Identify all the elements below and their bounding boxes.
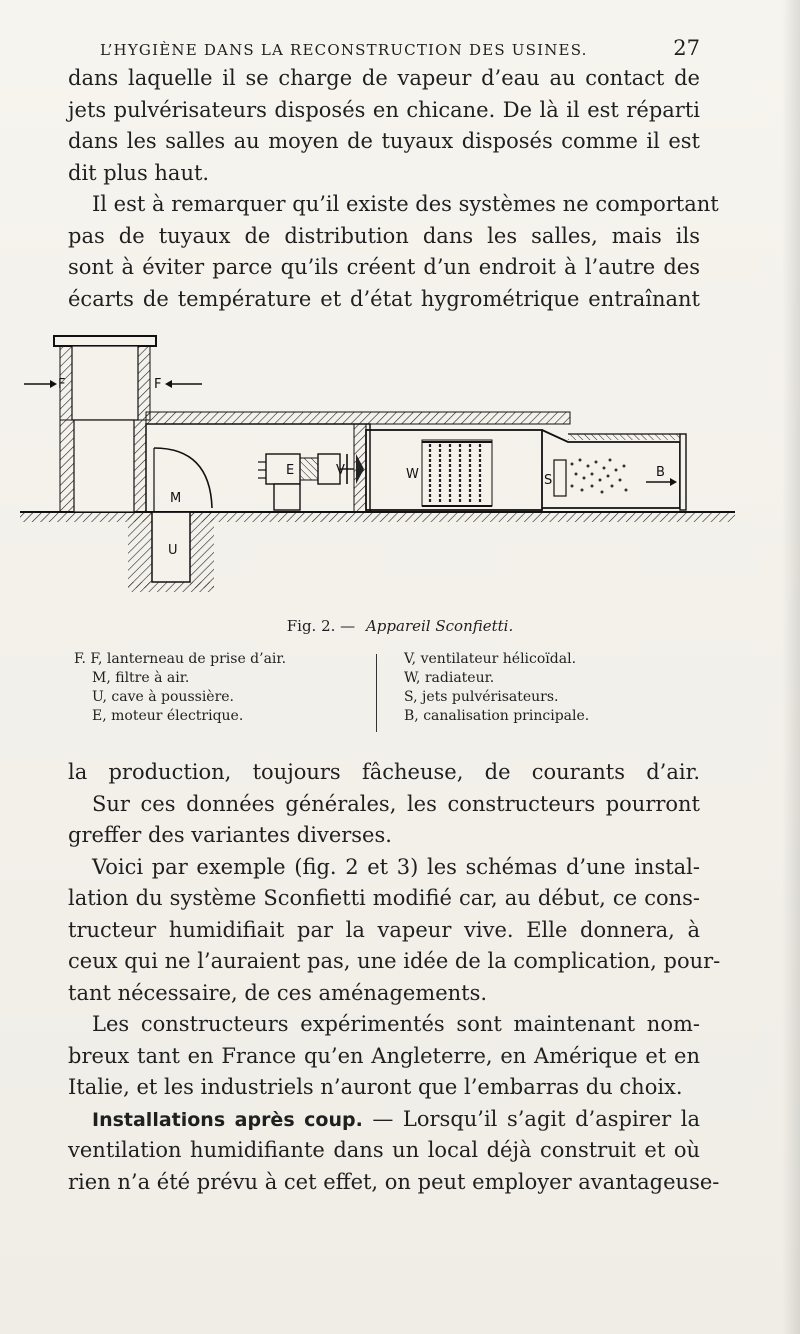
text-line: dans laquelle il se charge de vapeur d’eau au contact de: [68, 66, 700, 90]
text-line: Italie, et les industriels n’auront que l’embarras du choix.: [68, 1075, 683, 1099]
radiator: [422, 440, 492, 506]
text-line: tructeur humidifiait par la vapeur vive. Elle donnera, à: [68, 917, 700, 942]
text-line: breux tant en France qu’en Angleterre, en Amérique et en: [68, 1043, 700, 1068]
main-duct-housing: [146, 412, 686, 512]
legend-item: F. F, lanterneau de prise d’air.: [74, 651, 287, 667]
text-line: Il est à remarquer qu’il existe des systèmes ne comportant: [92, 192, 719, 216]
text-block-top: [68, 63, 719, 315]
label-w: W: [406, 467, 419, 482]
spray-jets: [554, 459, 628, 497]
legend-right-column: [404, 650, 704, 726]
section-heading-line: [68, 1104, 700, 1136]
text-line: Sur ces données générales, les constructeurs pourront: [92, 791, 700, 816]
legend-item: U, cave à poussière.: [92, 689, 235, 705]
legend-item: B, canalisation principale.: [404, 708, 590, 724]
sconfietti-apparatus-diagram: [20, 330, 740, 610]
figure-title: Appareil Sconfietti.: [365, 617, 514, 635]
label-b: B: [656, 465, 665, 480]
text-line: pas de tuyaux de distribution dans les salles, mais ils: [68, 223, 700, 248]
text-line: la production, toujours fâcheuse, de courants d’air.: [68, 760, 700, 784]
text-line: ventilation humidifiante dans un local déjà construit et où: [68, 1138, 700, 1162]
text-line: écarts de température et d’état hygrométrique entraînant: [68, 286, 700, 311]
text-line: jets pulvérisateurs disposés en chicane. De là il est réparti: [68, 97, 700, 122]
text-line: tant nécessaire, de ces aménagements.: [68, 980, 488, 1005]
legend-item: M, filtre à air.: [92, 670, 190, 686]
page-number: 27: [673, 36, 700, 60]
label-e: E: [286, 463, 295, 478]
legend-divider: [376, 654, 377, 732]
label-s: S: [544, 473, 553, 488]
section-heading: Installations après coup.: [92, 1108, 363, 1131]
label-f-right: F: [154, 377, 162, 392]
text-line: sont à éviter parce qu’ils créent d’un endroit à l’autre des: [68, 255, 700, 279]
running-header: [100, 36, 700, 64]
running-title: L’HYGIÈNE DANS LA RECONSTRUCTION DES USINES.: [100, 41, 588, 59]
page-edge-shadow: [782, 0, 800, 1334]
text-line: rien n’a été prévu à cet effet, on peut employer avantageuse-: [68, 1169, 720, 1194]
legend-item: V, ventilateur hélicoïdal.: [404, 651, 577, 667]
text-line: lation du système Sconfietti modifié car, au début, ce cons-: [68, 886, 700, 910]
electric-motor: [258, 454, 340, 510]
text-line: Voici par exemple (fig. 2 et 3) les schémas d’une instal-: [92, 854, 700, 879]
text-inline: — Lorsqu’il s’agit d’aspirer la: [362, 1106, 700, 1131]
figure-legend: [74, 650, 714, 740]
figure-number: Fig. 2. —: [286, 617, 356, 635]
legend-item: S, jets pulvérisateurs.: [404, 689, 559, 705]
text-block-bottom: [68, 757, 721, 1198]
label-v: V: [336, 463, 345, 478]
legend-item: W, radiateur.: [404, 670, 495, 686]
filter-chamber: [74, 420, 212, 512]
text-line: Les constructeurs expérimentés sont maintenant nom-: [92, 1012, 700, 1036]
label-f-left: F: [58, 377, 66, 392]
label-u: U: [168, 543, 178, 558]
text-line: dit plus haut.: [68, 160, 210, 185]
ground-line: [20, 512, 735, 522]
text-line: greffer des variantes diverses.: [68, 823, 392, 847]
legend-item: E, moteur électrique.: [92, 708, 244, 724]
label-m: M: [170, 491, 182, 506]
legend-left-column: [74, 650, 364, 726]
figure-caption: [0, 617, 800, 635]
text-line: ceux qui ne l’auraient pas, une idée de la complication, pour-: [68, 949, 721, 973]
text-line: dans les salles au moyen de tuyaux disposés comme il est: [68, 129, 700, 153]
